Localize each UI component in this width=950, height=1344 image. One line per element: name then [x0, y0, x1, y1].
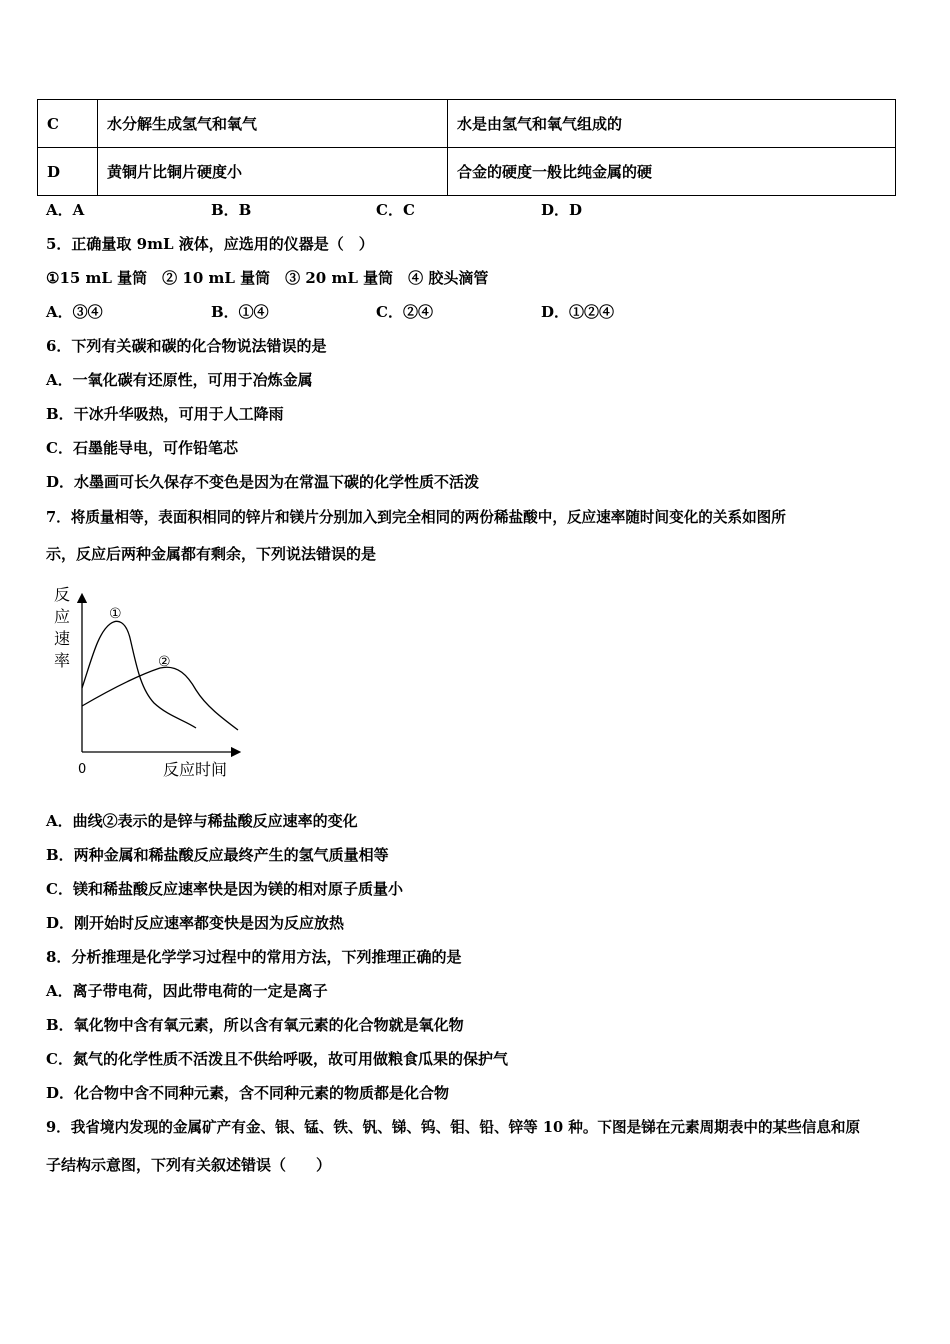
q7-option-b: B．两种金属和稀盐酸反应最终产生的氢气质量相等	[46, 846, 389, 864]
reaction-rate-graph	[46, 578, 246, 788]
q6-option-d: D．水墨画可长久保存不变色是因为在常温下碳的化学性质不活泼	[46, 473, 480, 491]
q8-stem: 8．分析推理是化学学习过程中的常用方法，下列推理正确的是	[46, 948, 462, 966]
y-label-char: 反	[54, 585, 71, 604]
row-conclusion: 合金的硬度一般比纯金属的硬	[448, 148, 896, 196]
curve-2	[82, 667, 238, 730]
q8-option-c: C．氮气的化学性质不活泼且不供给呼吸，故可用做粮食瓜果的保护气	[46, 1050, 508, 1068]
q7-stem-line1: 7．将质量相等，表面积相同的锌片和镁片分别加入到完全相同的两份稀盐酸中，反应速率随时间变化的关系如图所	[46, 509, 786, 526]
q5-option-a: A．③④	[46, 303, 103, 321]
q9-stem-line2: 子结构示意图，下列有关叙述错误（ ）	[46, 1156, 332, 1174]
q7-option-a: A．曲线②表示的是锌与稀盐酸反应速率的变化	[46, 812, 358, 830]
q8-option-a: A．离子带电荷，因此带电荷的一定是离子	[46, 982, 328, 1000]
q5-option-d: D．①②④	[541, 303, 615, 321]
curve-1	[82, 621, 196, 728]
q5-stem: 5．正确量取 9mL 液体，应选用的仪器是（ ）	[46, 235, 374, 253]
q4-option-a: A．A	[46, 201, 85, 219]
q5-option-b: B．①④	[211, 303, 269, 321]
row-fact: 水分解生成氢气和氧气	[98, 100, 448, 148]
q7-option-c: C．镁和稀盐酸反应速率快是因为镁的相对原子质量小	[46, 880, 403, 898]
q5-option-c: C．②④	[376, 303, 433, 321]
curve-1-label: ①	[109, 606, 122, 622]
y-label-char: 速	[54, 629, 71, 648]
q6-option-c: C．石墨能导电，可作铅笔芯	[46, 439, 238, 457]
table-row	[38, 100, 896, 148]
q4-option-b: B．B	[211, 201, 252, 219]
q4-option-c: C．C	[376, 201, 415, 219]
comparison-table	[37, 99, 896, 196]
q7-option-d: D．刚开始时反应速率都变快是因为反应放热	[46, 914, 345, 932]
row-fact: 黄铜片比铜片硬度小	[98, 148, 448, 196]
q8-option-b: B．氧化物中含有氧元素，所以含有氧元素的化合物就是氧化物	[46, 1016, 464, 1034]
q6-option-a: A．一氧化碳有还原性，可用于冶炼金属	[46, 371, 313, 389]
q6-stem: 6．下列有关碳和碳的化合物说法错误的是	[46, 337, 327, 355]
curve-2-label: ②	[158, 654, 171, 670]
row-label: D	[38, 148, 98, 196]
x-label: 反应时间	[163, 760, 228, 779]
q5-items: ①15 mL 量筒 ② 10 mL 量筒 ③ 20 mL 量筒 ④ 胶头滴管	[46, 269, 489, 287]
origin-label: 0	[78, 762, 87, 777]
q7-stem-line2: 示，反应后两种金属都有剩余，下列说法错误的是	[46, 545, 377, 563]
q9-stem-line1: 9．我省境内发现的金属矿产有金、银、锰、铁、钒、锑、钨、钼、铅、锌等 10 种。下图是锑在元素周期表中的某些信息和原	[46, 1119, 861, 1136]
q6-option-b: B．干冰升华吸热，可用于人工降雨	[46, 405, 284, 423]
row-conclusion: 水是由氢气和氧气组成的	[448, 100, 896, 148]
q4-option-d: D．D	[541, 201, 583, 219]
table-row	[38, 148, 896, 196]
row-label: C	[38, 100, 98, 148]
q8-option-d: D．化合物中含不同种元素，含不同种元素的物质都是化合物	[46, 1084, 450, 1102]
y-label-char: 应	[54, 607, 71, 626]
y-label-char: 率	[54, 651, 71, 670]
